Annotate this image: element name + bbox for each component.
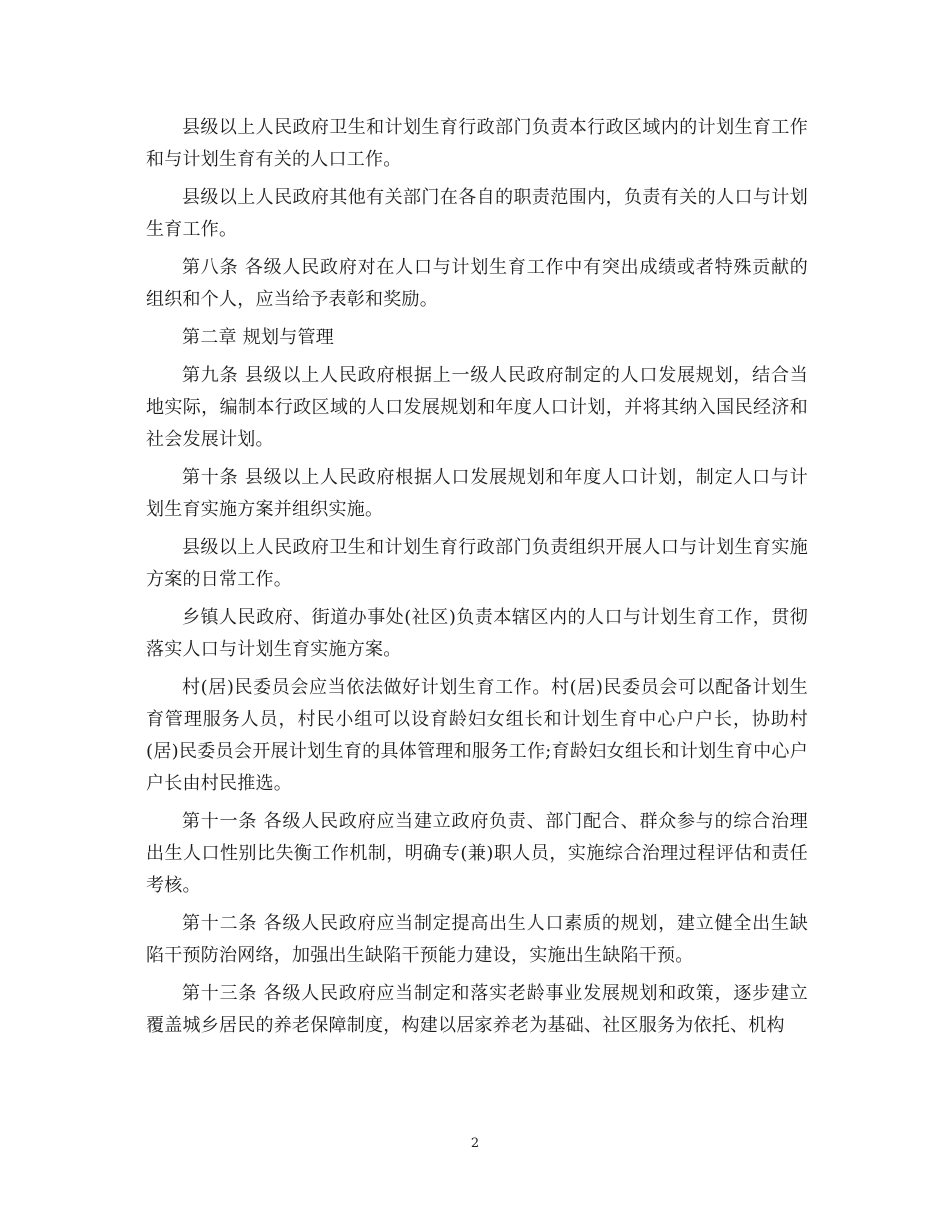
paragraph: 第八条 各级人民政府对在人口与计划生育工作中有突出成绩或者特殊贡献的组织和个人，应当给予表彰和奖励。 (146, 257, 808, 310)
paragraph: 第十三条 各级人民政府应当制定和落实老龄事业发展规划和政策，逐步建立覆盖城乡居民的养老保障制度，构建以居家养老为基础、社区服务为依托、机构 (146, 983, 808, 1036)
chapter-heading: 第二章 规划与管理 (182, 327, 334, 348)
paragraph: 第十条 县级以上人民政府根据人口发展规划和年度人口计划，制定人口与计划生育实施方案并组织实施。 (146, 467, 808, 520)
page-number: 2 (470, 1136, 480, 1151)
paragraph: 第九条 县级以上人民政府根据上一级人民政府制定的人口发展规划，结合当地实际，编制本行政区域的人口发展规划和年度人口计划，并将其纳入国民经济和社会发展计划。 (146, 365, 808, 450)
paragraph: 第十二条 各级人民政府应当制定提高出生人口素质的规划，建立健全出生缺陷干预防治网络，加强出生缺陷干预能力建设，实施出生缺陷干预。 (146, 913, 808, 966)
paragraph: 县级以上人民政府卫生和计划生育行政部门负责本行政区域内的计划生育工作和与计划生育有关的人口工作。 (146, 117, 808, 170)
paragraph: 县级以上人民政府其他有关部门在各自的职责范围内，负责有关的人口与计划生育工作。 (146, 187, 808, 240)
paragraph: 第十一条 各级人民政府应当建立政府负责、部门配合、群众参与的综合治理出生人口性别比失衡工作机制，明确专(兼)职人员，实施综合治理过程评估和责任考核。 (146, 811, 808, 896)
paragraph: 村(居)民委员会应当依法做好计划生育工作。村(居)民委员会可以配备计划生育管理服务人员，村民小组可以设育龄妇女组长和计划生育中心户户长，协助村(居)民委员会开展计划生育的具体管理和服务工作;育龄妇女组长和计划生育中心户户长由村民推选。 (146, 677, 808, 794)
paragraph: 县级以上人民政府卫生和计划生育行政部门负责组织开展人口与计划生育实施方案的日常工作。 (146, 537, 808, 590)
paragraph: 乡镇人民政府、街道办事处(社区)负责本辖区内的人口与计划生育工作，贯彻落实人口与计划生育实施方案。 (146, 607, 808, 660)
document-body (146, 112, 808, 1048)
